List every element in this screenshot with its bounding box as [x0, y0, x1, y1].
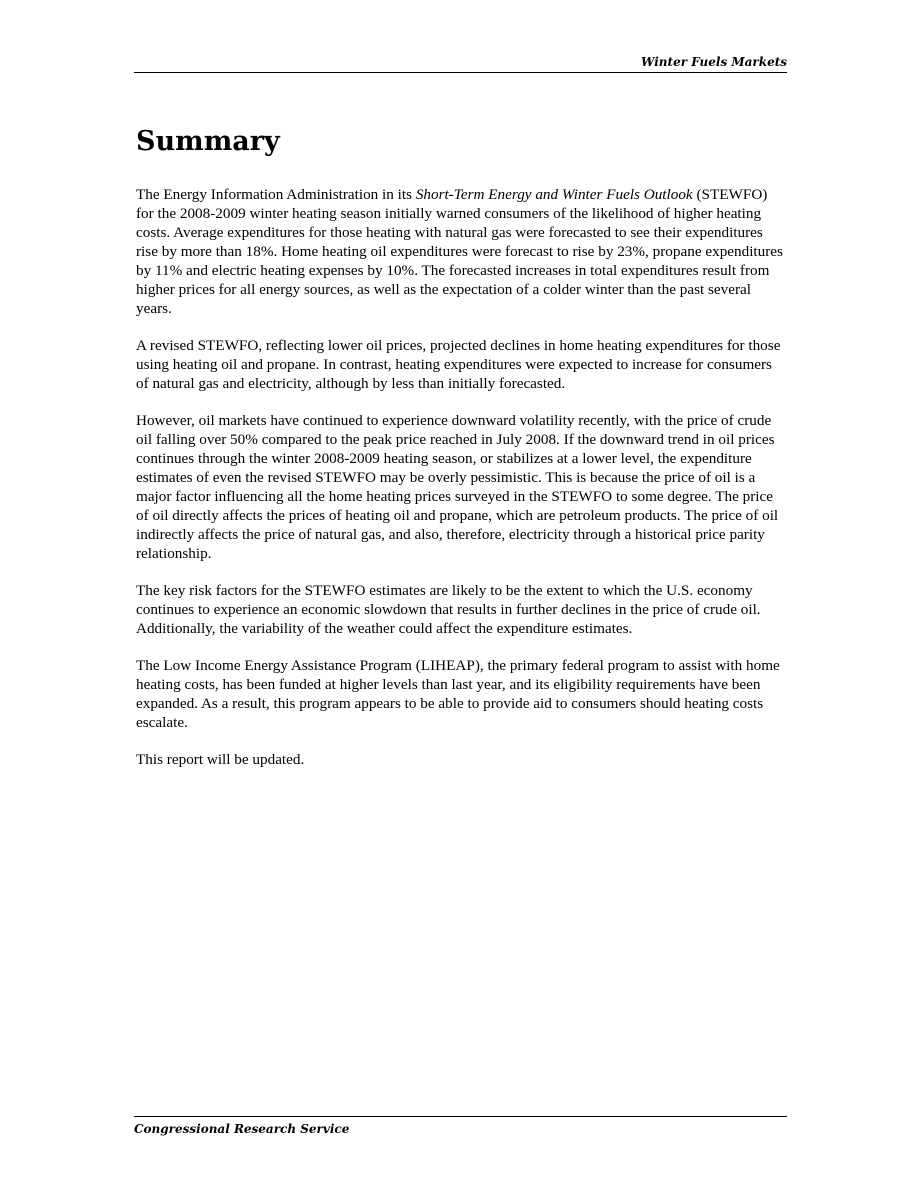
- summary-paragraph-2: A revised STEWFO, reflecting lower oil prices, projected declines in home heating expenditures for those using heating oil and propane. In contrast, heating expenditures were expected to increase for consumers of natural gas and electricity, although by less than initially forecasted.: [136, 337, 781, 392]
- summary-paragraph-4: The key risk factors for the STEWFO estimates are likely to be the extent to which the U.S. economy continues to experience an economic slowdown that results in further declines in the price of crude oil. Additionally, the variability of the weather could affect the expenditure estimates.: [136, 582, 761, 637]
- paragraph-1-lead-text: The Energy Information Administration in its: [136, 186, 416, 203]
- summary-paragraph-6: This report will be updated.: [136, 751, 305, 768]
- summary-paragraph-1: [136, 185, 786, 318]
- summary-paragraph-5: The Low Income Energy Assistance Program (LIHEAP), the primary federal program to assist with home heating costs, has been funded at higher levels than last year, and its eligibility requirements have been expanded. As a result, this program appears to be able to provide aid to consumers should heating costs escalate.: [136, 657, 780, 731]
- running-footer: Congressional Research Service: [134, 1116, 787, 1138]
- paragraph-1-body-text: (STEWFO) for the 2008-2009 winter heating season initially warned consumers of the likelihood of higher heating costs. Average expenditures for those heating with natural gas were forecasted to see their expenditures rise by more than 18%. Home heating oil expenditures were forecast to rise by 23%, propane expenditures by 11% and electric heating expenses by 10%. The forecasted increases in total expenditures result from higher prices for all energy sources, as well as the expectation of a colder winter than the past several years.: [136, 186, 783, 317]
- running-header: Winter Fuels Markets: [134, 54, 787, 73]
- summary-paragraph-3: However, oil markets have continued to experience downward volatility recently, with the price of crude oil falling over 50% compared to the peak price reached in July 2008. If the downward trend in oil prices continues through the winter 2008-2009 heating season, or stabilizes at a lower level, the expenditure estimates of even the revised STEWFO may be overly pessimistic. This is because the price of oil is a major factor influencing all the home heating prices surveyed in the STEWFO to some degree. The price of oil directly affects the prices of heating oil and propane, which are petroleum products. The price of oil indirectly affects the price of natural gas, and also, therefore, electricity through a historical price parity relationship.: [136, 412, 779, 562]
- page-body: [136, 122, 786, 787]
- page-title: Summary: [136, 126, 280, 157]
- publication-title: Short-Term Energy and Winter Fuels Outlook: [415, 186, 693, 203]
